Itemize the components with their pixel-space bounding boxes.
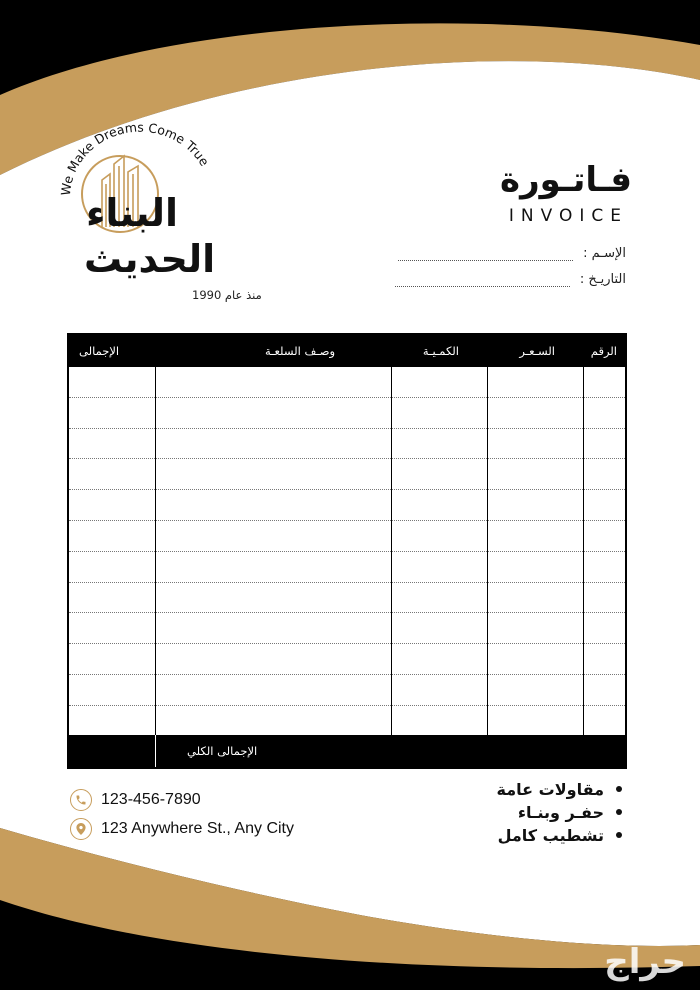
bullet-icon bbox=[616, 809, 622, 815]
services-list bbox=[497, 778, 622, 847]
column-description: وصـف السلعـة bbox=[264, 344, 336, 358]
table-row[interactable] bbox=[69, 367, 625, 398]
company-logo bbox=[58, 122, 278, 307]
name-label: الإسـم : bbox=[583, 246, 626, 261]
table-footer bbox=[69, 735, 625, 767]
location-pin-icon bbox=[70, 818, 92, 840]
column-number: الرقم bbox=[590, 344, 617, 358]
table-header bbox=[69, 335, 625, 367]
table-row[interactable] bbox=[69, 644, 625, 675]
column-price: السـعـر bbox=[519, 344, 555, 358]
column-divider bbox=[391, 367, 392, 735]
invoice-table bbox=[67, 333, 627, 769]
table-row[interactable] bbox=[69, 521, 625, 552]
column-divider bbox=[155, 367, 156, 735]
contact-address[interactable] bbox=[70, 818, 294, 840]
phone-icon bbox=[70, 789, 92, 811]
logo-name-line2: الحديث bbox=[84, 237, 216, 281]
table-row[interactable] bbox=[69, 552, 625, 583]
table-row[interactable] bbox=[69, 706, 625, 737]
bullet-icon bbox=[616, 832, 622, 838]
table-row[interactable] bbox=[69, 459, 625, 490]
service-item: تشطيب كامل bbox=[497, 824, 622, 846]
table-row[interactable] bbox=[69, 675, 625, 706]
column-quantity: الكمـيـة bbox=[422, 344, 459, 358]
logo-name-line1: البناء bbox=[86, 191, 179, 235]
address-text: 123 Anywhere St., Any City bbox=[101, 820, 294, 837]
name-field[interactable] bbox=[398, 246, 626, 261]
grand-total-label: الإجمالى الكلي bbox=[187, 744, 258, 758]
service-item: مقاولات عامة bbox=[497, 778, 622, 800]
column-total: الإجمالى bbox=[79, 344, 120, 358]
table-row[interactable] bbox=[69, 398, 625, 429]
date-label: التاريـخ : bbox=[579, 272, 626, 287]
bullet-icon bbox=[616, 786, 622, 792]
column-divider bbox=[583, 367, 584, 735]
invoice-title-arabic: فـاتـورة bbox=[500, 160, 632, 200]
table-row[interactable] bbox=[69, 613, 625, 644]
service-item: حفـر وبنـاء bbox=[497, 801, 622, 823]
name-line[interactable] bbox=[398, 251, 573, 261]
logo-since: منذ عام 1990 bbox=[192, 288, 262, 302]
table-row[interactable] bbox=[69, 490, 625, 521]
table-row[interactable] bbox=[69, 583, 625, 614]
watermark-logo: حراج bbox=[604, 942, 686, 982]
phone-number: 123-456-7890 bbox=[101, 791, 201, 808]
table-body bbox=[69, 367, 625, 737]
footer-divider bbox=[155, 735, 156, 767]
logo-tagline: We Make Dreams Come True bbox=[58, 122, 213, 197]
date-line[interactable] bbox=[395, 277, 570, 287]
table-row[interactable] bbox=[69, 429, 625, 460]
contact-phone[interactable] bbox=[70, 789, 201, 811]
column-divider bbox=[487, 367, 488, 735]
invoice-title-english: INVOICE bbox=[508, 206, 628, 226]
date-field[interactable] bbox=[395, 272, 626, 287]
